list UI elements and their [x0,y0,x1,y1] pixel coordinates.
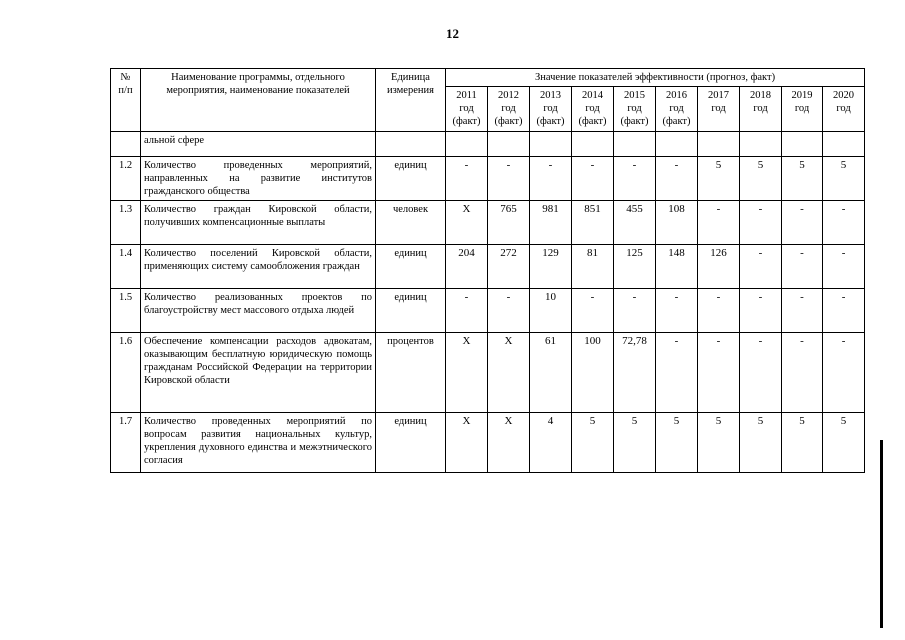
header-year-2011 [446,87,488,131]
header-year-word: год [543,103,558,115]
header-year-2018 [740,87,782,131]
row-number: 1.4 [111,244,141,288]
value-cell-2020: - [823,200,865,244]
value-cell-2017: 5 [698,412,740,472]
page-edge-bar [880,440,883,628]
table-row [111,244,865,288]
value-cell-2019: - [782,200,823,244]
row-number: 1.5 [111,288,141,332]
value-cell-2017: 5 [698,156,740,200]
indicator-name: Обеспечение компенсации расходов адвокатам, оказывающим бесплатную юридическую помощь гражданам Российской Федерации на территории Кировской области [141,332,376,412]
header-year-note: (факт) [578,116,607,128]
value-cell-2018: - [740,244,782,288]
indicator-unit: единиц [376,244,446,288]
table-row [111,332,865,412]
value-cell-2012: X [488,412,530,472]
header-year-year: 2019 [791,90,813,102]
header-year-word: год [794,103,810,115]
value-cell-2017: - [698,288,740,332]
value-cell-2014: 5 [572,412,614,472]
header-year-word: год [627,103,642,115]
value-cell-2020: - [823,332,865,412]
page-number: 12 [446,26,459,41]
value-cell-2011: X [446,332,488,412]
value-cell-2012: 765 [488,200,530,244]
continuation-num-cell [111,131,141,156]
value-cell-2015: 5 [614,412,656,472]
value-cell-2014: - [572,288,614,332]
indicator-unit: единиц [376,156,446,200]
indicator-unit: процентов [376,332,446,412]
header-year-2012 [488,87,530,131]
continuation-value-cell [530,131,572,156]
header-year-year: 2011 [456,90,477,102]
value-cell-2020: - [823,244,865,288]
table-row [111,156,865,200]
performance-indicators-table [110,68,865,473]
value-cell-2014: 851 [572,200,614,244]
value-cell-2014: 81 [572,244,614,288]
value-cell-2015: - [614,288,656,332]
header-year-word: год [711,103,726,115]
value-cell-2012: 272 [488,244,530,288]
header-year-2020 [823,87,865,131]
indicator-unit: единиц [376,288,446,332]
value-cell-2018: - [740,332,782,412]
header-year-2015 [614,87,656,131]
continuation-value-cell [782,131,823,156]
value-cell-2013: 981 [530,200,572,244]
continuation-value-cell [488,131,530,156]
indicator-name: Количество поселений Кировской области, применяющих систему самообложения граждан [141,244,376,288]
value-cell-2011: - [446,288,488,332]
value-cell-2016: - [656,288,698,332]
value-cell-2018: 5 [740,412,782,472]
header-year-year: 2015 [624,90,645,102]
header-year-word: год [585,103,600,115]
value-cell-2019: - [782,332,823,412]
value-cell-2017: - [698,200,740,244]
value-cell-2012: - [488,288,530,332]
continuation-value-cell [698,131,740,156]
value-cell-2019: - [782,288,823,332]
value-cell-2012: X [488,332,530,412]
header-year-year: 2012 [498,90,519,102]
header-year-year: 2018 [750,90,771,102]
continuation-unit-cell [376,131,446,156]
header-year-year: 2013 [540,90,561,102]
value-cell-2014: - [572,156,614,200]
row-number: 1.2 [111,156,141,200]
indicator-name: Количество реализованных проектов по благоустройству мест массового отдыха людей [141,288,376,332]
value-cell-2011: - [446,156,488,200]
value-cell-2015: - [614,156,656,200]
value-cell-2014: 100 [572,332,614,412]
value-cell-2011: 204 [446,244,488,288]
indicator-name: Количество проведенных мероприятий по вопросам развития национальных культур, укрепления духовного единства и межэтнического согласия [141,412,376,472]
value-cell-2016: 108 [656,200,698,244]
continuation-value-cell [823,131,865,156]
continuation-value-cell [740,131,782,156]
value-cell-2020: 5 [823,412,865,472]
value-cell-2013: 61 [530,332,572,412]
value-cell-2016: - [656,156,698,200]
header-year-year: 2020 [833,90,855,102]
header-unit: Единица измерения [376,69,446,132]
header-year-2019 [782,87,823,131]
value-cell-2016: 5 [656,412,698,472]
value-cell-2020: - [823,288,865,332]
row-number: 1.7 [111,412,141,472]
header-year-2013 [530,87,572,131]
row-number: 1.6 [111,332,141,412]
header-year-year: 2016 [666,90,687,102]
continuation-row [111,131,865,156]
indicator-name: Количество граждан Кировской области, получивших компенсационные выплаты [141,200,376,244]
value-cell-2015: 455 [614,200,656,244]
value-cell-2013: - [530,156,572,200]
value-cell-2017: - [698,332,740,412]
continuation-value-cell [656,131,698,156]
table-row [111,200,865,244]
value-cell-2015: 125 [614,244,656,288]
value-cell-2016: 148 [656,244,698,288]
value-cell-2013: 129 [530,244,572,288]
header-year-word: год [669,103,684,115]
value-cell-2018: - [740,200,782,244]
header-year-word: год [501,103,516,115]
header-year-note: (факт) [494,116,523,128]
indicator-unit: человек [376,200,446,244]
header-year-note: (факт) [662,116,691,128]
value-cell-2017: 126 [698,244,740,288]
indicator-name: Количество проведенных мероприятий, направленных на развитие институтов гражданского общества [141,156,376,200]
continuation-value-cell [446,131,488,156]
header-year-2014 [572,87,614,131]
value-cell-2018: 5 [740,156,782,200]
header-row-number: № п/п [111,69,141,132]
continuation-value-cell [614,131,656,156]
indicator-unit: единиц [376,412,446,472]
value-cell-2015: 72,78 [614,332,656,412]
row-number: 1.3 [111,200,141,244]
value-cell-2018: - [740,288,782,332]
header-year-year: 2014 [582,90,603,102]
value-cell-2013: 4 [530,412,572,472]
value-cell-2016: - [656,332,698,412]
header-year-word: год [459,103,474,115]
header-year-word: год [753,103,768,115]
value-cell-2012: - [488,156,530,200]
value-cell-2020: 5 [823,156,865,200]
value-cell-2013: 10 [530,288,572,332]
table-row [111,288,865,332]
header-year-word: год [836,103,851,115]
header-year-2017 [698,87,740,131]
value-cell-2019: - [782,244,823,288]
value-cell-2019: 5 [782,412,823,472]
header-year-year: 2017 [708,90,729,102]
header-year-2016 [656,87,698,131]
continuation-text: альной сфере [141,131,376,156]
header-year-note: (факт) [620,116,649,128]
value-cell-2011: X [446,200,488,244]
table-row [111,412,865,472]
header-values-group: Значение показателей эффективности (прогноз, факт) [446,69,865,87]
header-year-note: (факт) [536,116,565,128]
header-year-note: (факт) [452,116,481,128]
value-cell-2019: 5 [782,156,823,200]
value-cell-2011: X [446,412,488,472]
header-name: Наименование программы, отдельного мероприятия, наименование показателей [141,69,376,132]
continuation-value-cell [572,131,614,156]
